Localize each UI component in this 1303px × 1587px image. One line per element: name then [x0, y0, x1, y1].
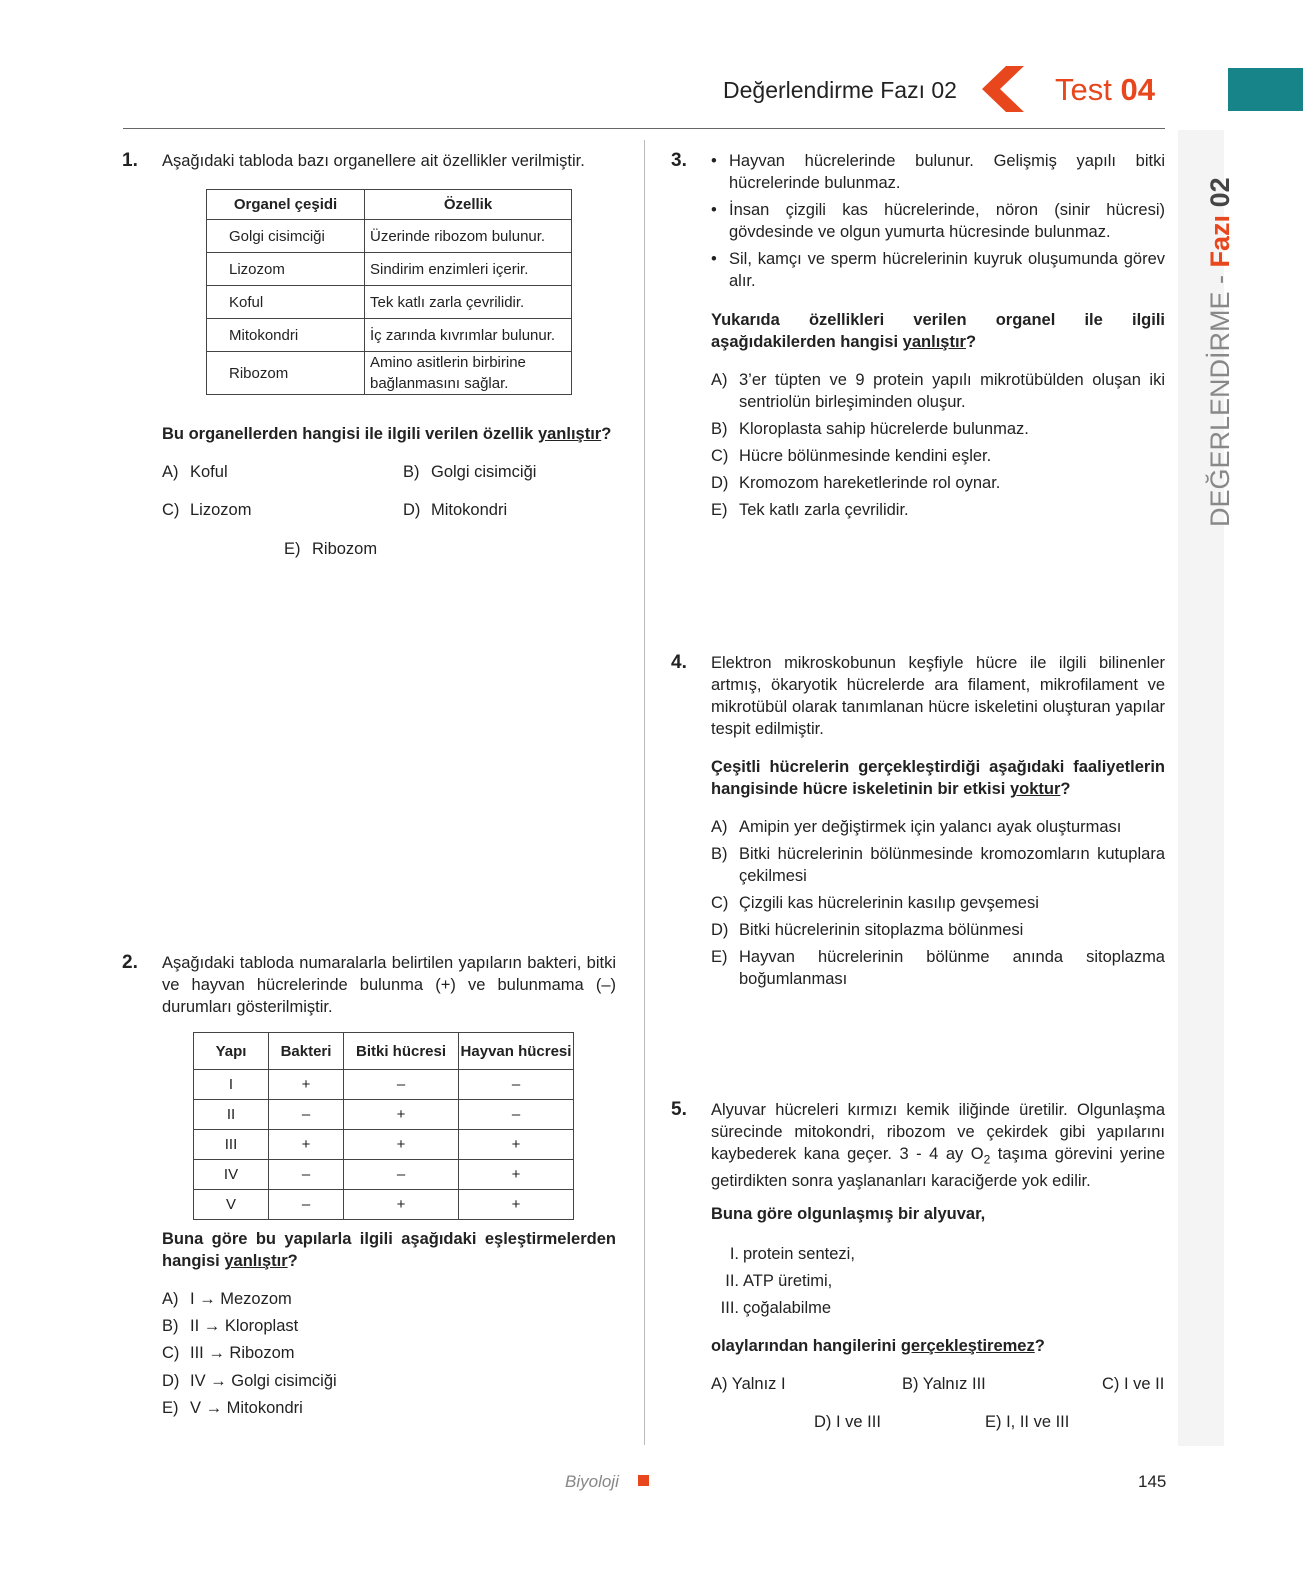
item-text: çoğalabilme: [743, 1299, 832, 1317]
q5-item: [711, 1295, 855, 1322]
q3-bullets: [711, 150, 1165, 297]
q2-option-b[interactable]: [162, 1313, 298, 1340]
q1-cell: Mitokondri: [207, 319, 365, 352]
q2-number: 2.: [122, 952, 138, 973]
option-letter: C): [711, 447, 729, 465]
q5-option-a[interactable]: A) Yalnız I: [711, 1375, 786, 1393]
q2-cell: +: [459, 1160, 574, 1190]
footer-subject: Biyoloji: [565, 1472, 619, 1491]
q2-header: Hayvan hücresi: [459, 1033, 574, 1070]
teal-tab: [1228, 68, 1303, 111]
header-phase: Değerlendirme Fazı 02: [723, 77, 957, 103]
q5-item: [711, 1241, 855, 1268]
option-text: Bitki hücrelerinin sitoplazma bölünmesi: [739, 921, 1024, 939]
q2-question: [162, 1228, 616, 1272]
q2-cell: III: [194, 1130, 269, 1160]
q3-question: [711, 309, 1165, 353]
column-divider: [644, 140, 645, 1445]
option-text: Kloroplasta sahip hücrelerde bulunmaz.: [739, 420, 1029, 438]
q2-cell: –: [344, 1070, 459, 1100]
option-letter: B): [403, 463, 420, 481]
option-text: Hayvan hücrelerinin bölünme anında sitoplazma boğumlanması: [739, 948, 1165, 988]
q4-option-a[interactable]: [711, 816, 1165, 838]
option-text: Mitokondri: [431, 501, 508, 519]
option-letter: D): [711, 921, 729, 939]
q2-cell: –: [269, 1160, 344, 1190]
q2-cell: –: [459, 1070, 574, 1100]
q4-question-text: Çeşitli hücrelerin gerçekleştirdiği aşağıdaki faaliyetlerin hangisinde hücre iskeletinin bir etkisi: [711, 758, 1165, 798]
footer-square-icon: [638, 1475, 649, 1486]
q2-cell: –: [269, 1190, 344, 1220]
q3-number: 3.: [671, 150, 687, 171]
q3-options: [711, 369, 1165, 526]
q1-table: [206, 189, 572, 395]
q5-number: 5.: [671, 1099, 687, 1120]
item-numeral: II.: [725, 1272, 739, 1290]
option-text: II → Kloroplast: [190, 1317, 299, 1335]
q4-option-e[interactable]: [711, 946, 1165, 990]
q4-question-key: yoktur: [1009, 780, 1061, 798]
q2-option-e[interactable]: [162, 1395, 303, 1422]
option-letter: B): [711, 845, 728, 863]
option-letter: D): [711, 474, 729, 492]
option-letter: C): [162, 1344, 180, 1362]
sidebar-label: [1205, 177, 1236, 527]
q2-cell: –: [269, 1100, 344, 1130]
option-text: I → Mezozom: [190, 1290, 292, 1308]
q1-option-c[interactable]: [162, 497, 251, 524]
option-letter: D): [403, 501, 421, 519]
option-letter: A): [162, 463, 179, 481]
q5-question-text: olaylarından hangilerini: [711, 1337, 897, 1355]
q2-cell: –: [459, 1100, 574, 1130]
option-letter: D): [162, 1372, 180, 1390]
q5-option-c[interactable]: C) I ve II: [1102, 1375, 1165, 1393]
q5-lead: Buna göre olgunlaşmış bir alyuvar,: [711, 1205, 986, 1223]
q3-option-b[interactable]: [711, 418, 1165, 440]
option-text: Çizgili kas hücrelerinin kasılıp gevşemesi: [739, 894, 1039, 912]
q2-option-a[interactable]: [162, 1286, 292, 1313]
q4-number: 4.: [671, 652, 687, 673]
q1-header-organel: Organel çeşidi: [207, 190, 365, 220]
bullet-dot: •: [711, 152, 717, 170]
q2-cell: –: [344, 1160, 459, 1190]
bullet-text: Hayvan hücrelerinde bulunur. Gelişmiş yapılı bitki hücrelerinde bulunmaz.: [729, 152, 1165, 192]
sidebar-number: 02: [1205, 177, 1235, 208]
q1-option-b[interactable]: [403, 459, 536, 486]
q2-cell: +: [459, 1130, 574, 1160]
item-text: ATP üretimi,: [743, 1272, 833, 1290]
q1-number: 1.: [122, 150, 138, 171]
page-number: 145: [1138, 1472, 1167, 1491]
option-letter: E): [162, 1399, 179, 1417]
q4-option-d[interactable]: [711, 919, 1165, 941]
chevron-left-icon: [982, 66, 1026, 112]
option-letter: C): [711, 894, 729, 912]
item-numeral: III.: [720, 1299, 739, 1317]
q5-question-key: gerçekleştiremez: [900, 1337, 1035, 1355]
q1-cell: Ribozom: [207, 352, 365, 395]
q5-question-end: ?: [1034, 1337, 1045, 1355]
q2-cell: II: [194, 1100, 269, 1130]
q2-cell: I: [194, 1070, 269, 1100]
option-letter: A): [162, 1290, 179, 1308]
option-letter: B): [162, 1317, 179, 1335]
q3-question-key: yanlıştır: [902, 333, 966, 351]
q1-question-key: yanlıştır: [537, 425, 602, 443]
q4-question: [711, 756, 1165, 800]
bullet-text: İnsan çizgili kas hücrelerinde, nöron (sinir hücresi) gövdesinde ve olgun yumurta hücresinde bulunmaz.: [729, 201, 1165, 241]
option-letter: E): [711, 948, 728, 966]
q4-options: [711, 816, 1165, 995]
q1-question: [162, 423, 622, 445]
q5-option-b[interactable]: B) Yalnız III: [902, 1375, 986, 1393]
q5-item: [711, 1268, 855, 1295]
q1-stem: Aşağıdaki tabloda bazı organellere ait özellikler verilmiştir.: [162, 152, 585, 170]
q1-cell: İç zarında kıvrımlar bulunur.: [365, 319, 572, 352]
q5-stem-part: Alyuvar hücreleri kırmızı kemik iliğinde üretilir. Olgunlaşma sürecinde mitokondri, ribozom ve çekirdek gibi yapılarını kaybederek kana geçer. 3 - 4 ay O: [711, 1101, 1165, 1163]
q1-cell: Amino asitlerin birbirine bağlanmasını sağlar.: [365, 352, 572, 395]
q1-option-a[interactable]: [162, 459, 228, 486]
q1-cell: Golgi cisimciği: [207, 220, 365, 253]
q5-option-e[interactable]: E) I, II ve III: [985, 1413, 1070, 1431]
q2-option-c[interactable]: [162, 1340, 295, 1367]
q4-option-c[interactable]: [711, 892, 1165, 914]
q2-cell: +: [459, 1190, 574, 1220]
q1-option-e[interactable]: [284, 536, 377, 563]
q1-cell: Sindirim enzimleri içerir.: [365, 253, 572, 286]
bullet-text: Sil, kamçı ve sperm hücrelerinin kuyruk oluşumunda görev alır.: [729, 250, 1165, 290]
q2-option-d[interactable]: [162, 1368, 337, 1395]
test-word: Test: [1055, 72, 1112, 107]
option-text: IV → Golgi cisimciği: [190, 1372, 337, 1390]
test-label: [1055, 72, 1155, 108]
q4-option-b[interactable]: [711, 843, 1165, 887]
q1-header-ozellik: Özellik: [365, 190, 572, 220]
option-text: 3’er tüpten ve 9 protein yapılı mikrotübülden oluşan iki sentriolün birleşiminden oluşur.: [739, 371, 1165, 411]
option-letter: C): [162, 501, 180, 519]
option-text: Tek katlı zarla çevrilidir.: [739, 501, 909, 519]
q2-stem: Aşağıdaki tabloda numaralarla belirtilen yapıların bakteri, bitki ve hayvan hücrelerinde bulunma (+) ve bulunmama (–) durumları gösterilmiştir.: [162, 954, 616, 1016]
option-text: Hücre bölünmesinde kendini eşler.: [739, 447, 992, 465]
q1-cell: Koful: [207, 286, 365, 319]
q5-option-d[interactable]: D) I ve III: [814, 1413, 881, 1431]
q1-cell: Üzerinde ribozom bulunur.: [365, 220, 572, 253]
q5-items: [711, 1241, 855, 1322]
q1-cell: Lizozom: [207, 253, 365, 286]
q5-question: [711, 1335, 1165, 1357]
q1-option-d[interactable]: [403, 497, 507, 524]
option-text: Ribozom: [312, 540, 378, 558]
test-number: 04: [1120, 72, 1155, 107]
option-letter: E): [711, 501, 728, 519]
q2-cell: +: [344, 1100, 459, 1130]
q2-header: Yapı: [194, 1033, 269, 1070]
q2-header: Bakteri: [269, 1033, 344, 1070]
option-letter: A): [711, 818, 728, 836]
q4-question-end: ?: [1060, 780, 1071, 798]
item-text: protein sentezi,: [743, 1245, 855, 1263]
q4-stem: Elektron mikroskobunun keşfiyle hücre ile ilgili bilinenler artmış, ökaryotik hücrelerde ara filament, mikrofilament ve mikrotübül olarak tanımlanan hücre iskeletini oluşturan yapılar tespit edilmiştir.: [711, 654, 1165, 738]
q3-bullet: [711, 248, 1165, 292]
q2-table: [193, 1032, 574, 1220]
q5-stem-part: taşıma görevini yerine getirdikten sonra yaşlananları karaciğerde yok edilir.: [711, 1145, 1165, 1191]
option-text: Amipin yer değiştirmek için yalancı ayak oluşturması: [739, 818, 1122, 836]
item-numeral: I.: [729, 1245, 739, 1263]
sidebar-brand: Fazı: [1205, 214, 1235, 268]
q1-question-end: ?: [601, 425, 612, 443]
option-text: Kromozom hareketlerinde rol oynar.: [739, 474, 1001, 492]
q3-option-c[interactable]: [711, 445, 1165, 467]
q3-option-a[interactable]: [711, 369, 1165, 413]
q3-option-d[interactable]: [711, 472, 1165, 494]
option-text: Lizozom: [190, 501, 252, 519]
bullet-dot: •: [711, 201, 717, 219]
option-letter: A): [711, 371, 728, 389]
option-letter: E): [284, 540, 301, 558]
q1-question-text: Bu organellerden hangisi ile ilgili verilen özellik: [162, 425, 534, 443]
q2-question-key: yanlıştır: [224, 1252, 288, 1270]
q2-cell: +: [269, 1130, 344, 1160]
q3-bullet: [711, 150, 1165, 194]
q2-cell: V: [194, 1190, 269, 1220]
option-text: Bitki hücrelerinin bölünmesinde kromozomların kutuplara çekilmesi: [739, 845, 1165, 885]
q3-question-text: Yukarıda özellikleri verilen organel ile ilgili aşağıdakilerden hangisi: [711, 311, 1165, 351]
header-rule: [123, 128, 1165, 129]
option-letter: B): [711, 420, 728, 438]
option-text: Koful: [190, 463, 228, 481]
option-text: III → Ribozom: [190, 1344, 295, 1362]
q1-cell: Tek katlı zarla çevrilidir.: [365, 286, 572, 319]
q2-question-end: ?: [287, 1252, 298, 1270]
bullet-dot: •: [711, 250, 717, 268]
sidebar-text: DEĞERLENDİRME -: [1205, 274, 1235, 527]
q2-cell: +: [269, 1070, 344, 1100]
q3-question-end: ?: [965, 333, 977, 351]
q2-cell: IV: [194, 1160, 269, 1190]
option-text: Golgi cisimciği: [431, 463, 537, 481]
q5-stem-sub: 2: [983, 1152, 991, 1167]
q3-bullet: [711, 199, 1165, 243]
q3-option-e[interactable]: [711, 499, 1165, 521]
option-text: V → Mitokondri: [190, 1399, 303, 1417]
q5-stem: [711, 1099, 1165, 1192]
q2-cell: +: [344, 1130, 459, 1160]
q2-header: Bitki hücresi: [344, 1033, 459, 1070]
q2-question-text: Buna göre bu yapılarla ilgili aşağıdaki eşleştirmelerden hangisi: [162, 1230, 616, 1270]
q2-cell: +: [344, 1190, 459, 1220]
